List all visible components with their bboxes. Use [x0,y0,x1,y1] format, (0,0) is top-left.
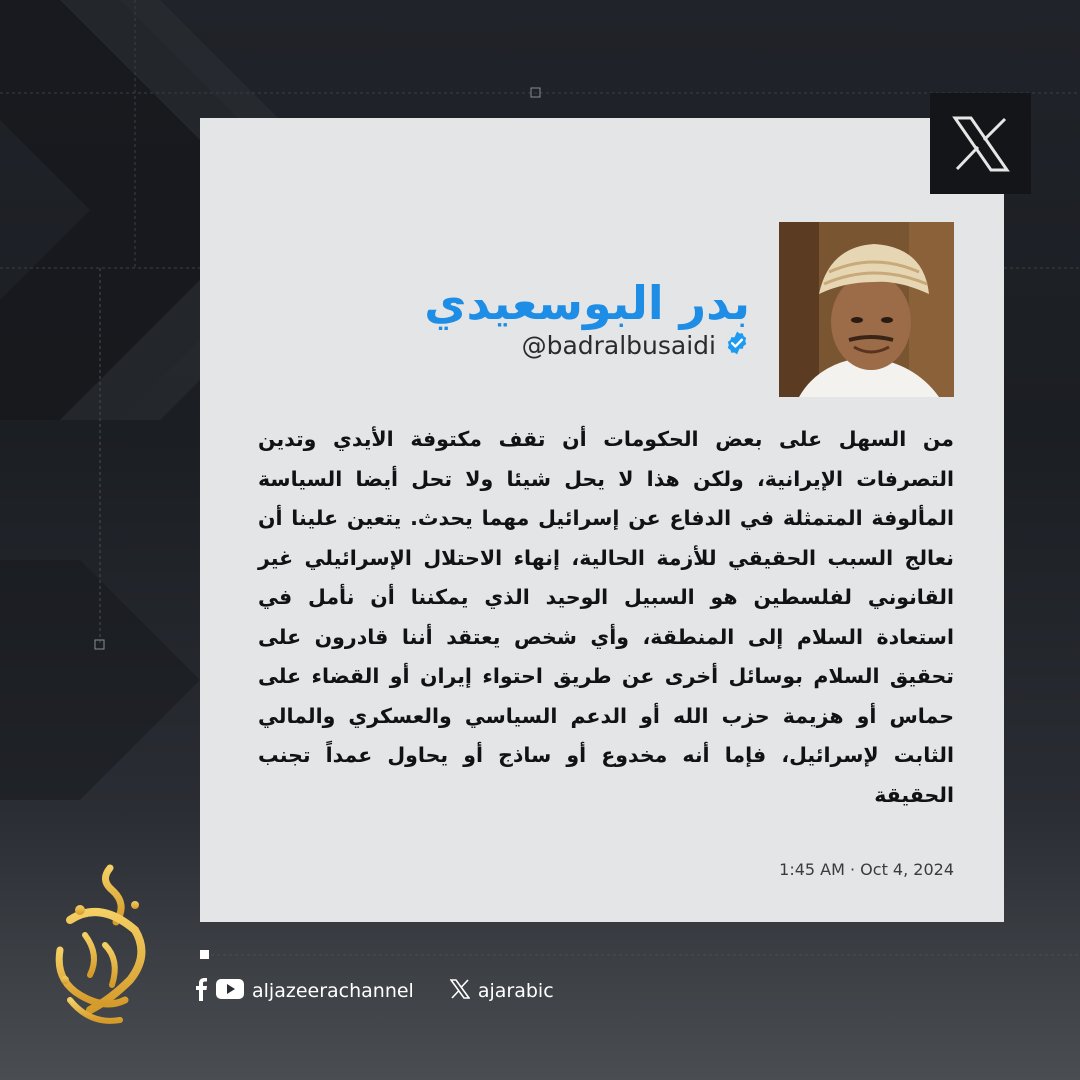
x-logo-icon [930,93,1031,194]
verified-badge-icon [724,330,750,360]
aljazeera-logo [40,860,160,1035]
footer-social [194,976,554,1006]
facebook-icon[interactable] [194,977,208,1005]
author-name[interactable]: بدر البوسعيدي [424,276,750,330]
footer-channel-handle[interactable]: aljazeerachannel [252,980,414,1002]
author-handle[interactable]: @badralbusaidi [521,330,716,360]
footer-x-handle[interactable]: ajarabic [477,980,554,1002]
author-handle-row [522,328,750,362]
x-small-icon[interactable] [450,979,470,1003]
tweet-card [200,118,1004,922]
post-timestamp[interactable]: 1:45 AM · Oct 4, 2024 [779,860,954,879]
youtube-icon[interactable] [216,979,244,1003]
post-text: من السهل على بعض الحكومات أن تقف مكتوفة الأيدي وتدين التصرفات الإيرانية، ولكن هذا لا يحل شيئا ولا تحل أيضا السياسة المألوفة المتمثلة في الدفاع عن إسرائيل مهما يحدث. يتعين علينا أن نعالج السبب الحقيقي للأزمة الحالية، إنهاء الاحتلال الإسرائيلي غير القانوني لفلسطين هو السبيل الوحيد الذي يمكننا أن نأمل في استعادة السلام إلى المنطقة، وأي شخص يعتقد أننا قادرون على تحقيق السلام بوسائل أخرى عن طريق احتواء إيران أو القضاء على حماس أو هزيمة حزب الله أو الدعم السياسي والعسكري والمالي الثابت لإسرائيل، فإما أنه مخدوع أو ساذج أو يحاول عمداً تجنب الحقيقة [258,427,954,807]
avatar[interactable] [779,222,954,397]
